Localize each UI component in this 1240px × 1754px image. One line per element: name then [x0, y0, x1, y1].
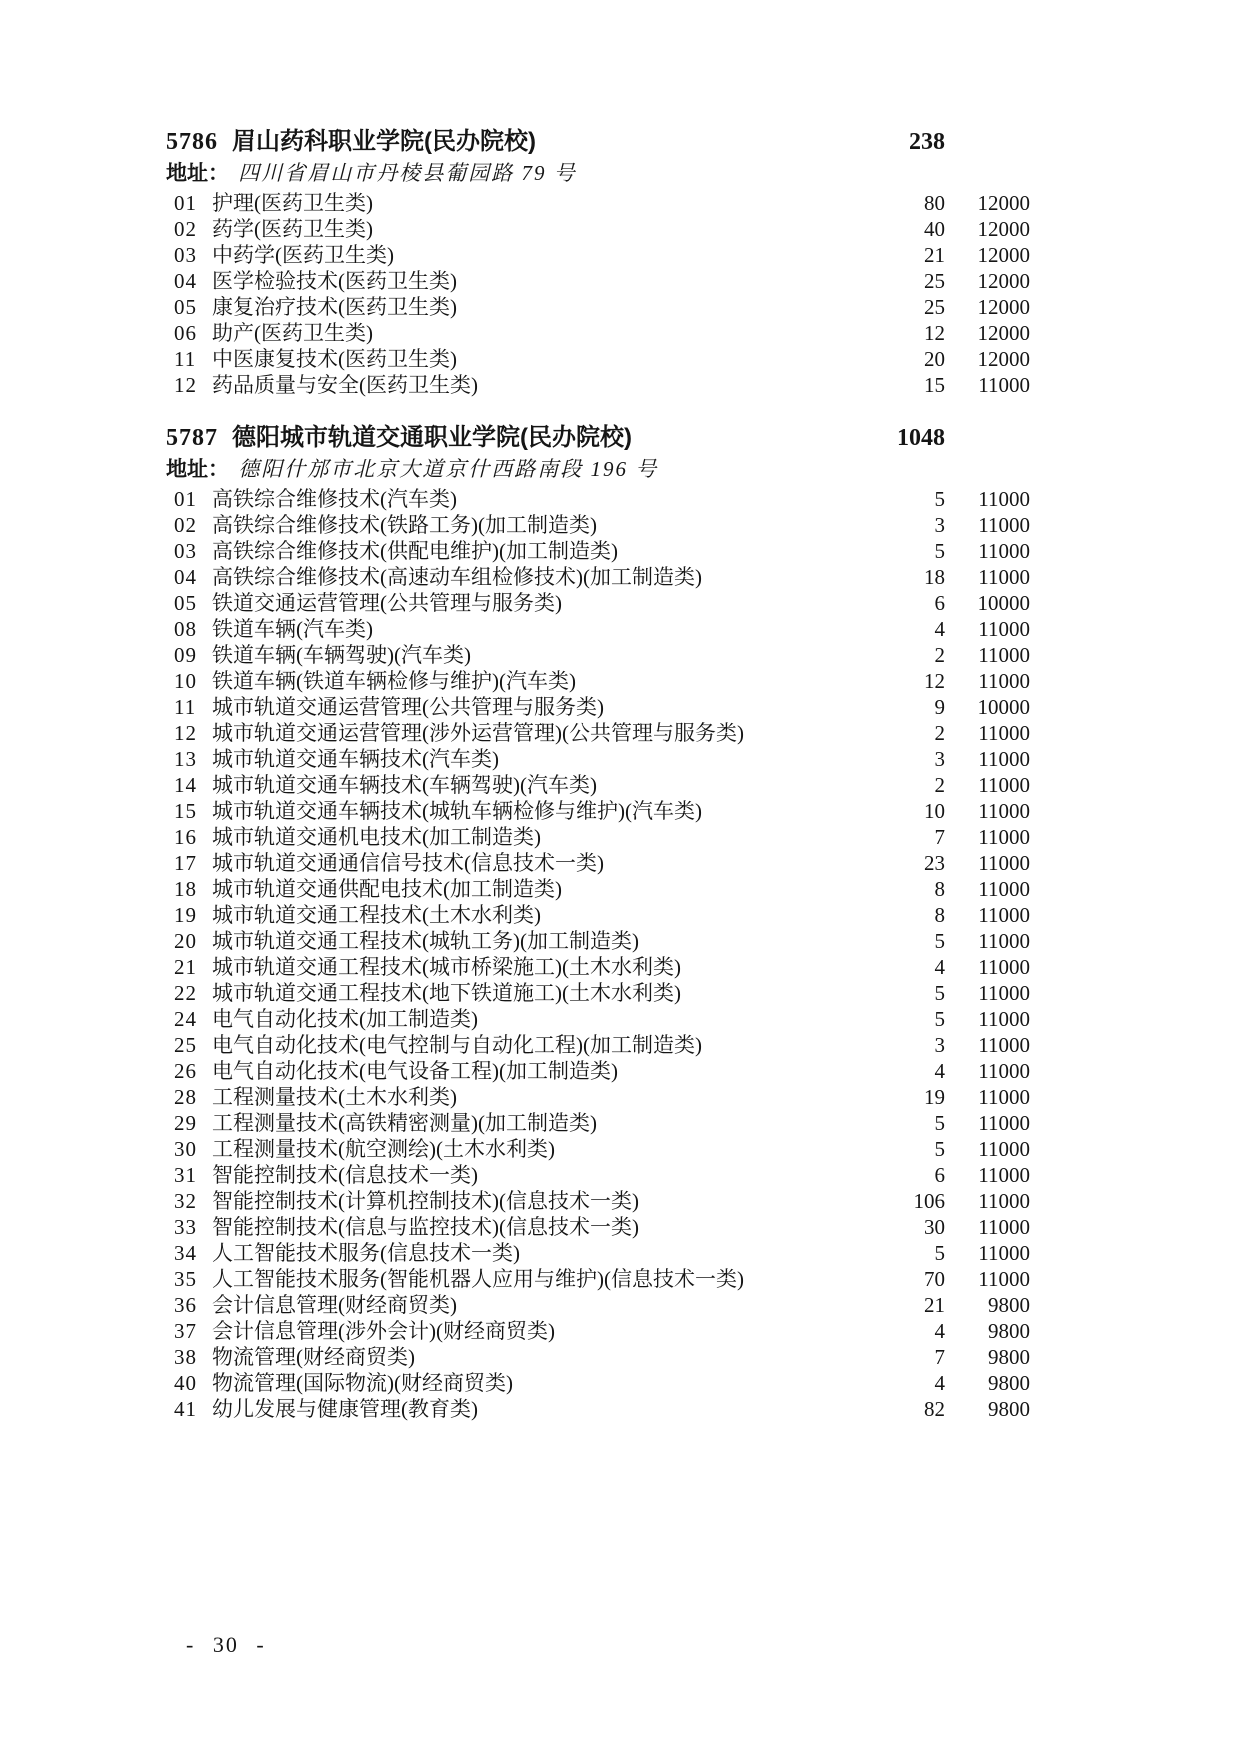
major-code: 05	[174, 295, 197, 319]
major-plan-count: 23	[924, 851, 945, 875]
major-row	[166, 1292, 1030, 1318]
major-tuition-fee: 9800	[988, 1371, 1030, 1395]
major-plan-count: 19	[924, 1085, 945, 1109]
major-code: 08	[174, 617, 197, 641]
major-tuition-fee: 11000	[978, 1085, 1030, 1109]
major-tuition-fee: 11000	[978, 1267, 1030, 1291]
major-tuition-fee: 11000	[978, 929, 1030, 953]
major-tuition-fee: 11000	[978, 487, 1030, 511]
major-plan-count: 7	[934, 1345, 945, 1369]
major-tuition-fee: 11000	[978, 747, 1030, 771]
major-name: 高铁综合维修技术(汽车类)	[212, 487, 457, 511]
major-code: 03	[174, 539, 197, 563]
major-name: 城市轨道交通运营管理(涉外运营管理)(公共管理与服务类)	[212, 721, 744, 745]
major-row	[166, 1370, 1030, 1396]
major-tuition-fee: 11000	[978, 799, 1030, 823]
major-code: 05	[174, 591, 197, 615]
college-section	[166, 126, 1030, 398]
major-plan-count: 2	[934, 773, 945, 797]
major-name: 康复治疗技术(医药卫生类)	[212, 295, 457, 319]
major-row	[166, 954, 1030, 980]
major-tuition-fee: 11000	[978, 539, 1030, 563]
major-plan-count: 30	[924, 1215, 945, 1239]
college-name: 德阳城市轨道交通职业学院(民办院校)	[232, 424, 632, 451]
major-tuition-fee: 12000	[977, 217, 1030, 241]
major-tuition-fee: 11000	[978, 565, 1030, 589]
major-row	[166, 512, 1030, 538]
major-code: 11	[174, 347, 197, 371]
major-code: 17	[174, 851, 197, 875]
major-plan-count: 5	[934, 1111, 945, 1135]
major-plan-count: 12	[924, 669, 945, 693]
major-tuition-fee: 12000	[977, 191, 1030, 215]
major-code: 36	[174, 1293, 197, 1317]
major-code: 28	[174, 1085, 197, 1109]
major-name: 铁道车辆(车辆驾驶)(汽车类)	[212, 643, 471, 667]
major-code: 01	[174, 487, 197, 511]
major-tuition-fee: 12000	[977, 295, 1030, 319]
major-row	[166, 616, 1030, 642]
major-code: 21	[174, 955, 197, 979]
major-tuition-fee: 12000	[977, 321, 1030, 345]
major-row	[166, 320, 1030, 346]
major-code: 19	[174, 903, 197, 927]
major-name: 工程测量技术(高铁精密测量)(加工制造类)	[212, 1111, 597, 1135]
major-plan-count: 20	[924, 347, 945, 371]
major-row	[166, 268, 1030, 294]
major-row	[166, 1344, 1030, 1370]
major-tuition-fee: 11000	[978, 1215, 1030, 1239]
major-row	[166, 1266, 1030, 1292]
major-plan-count: 3	[934, 1033, 945, 1057]
major-name: 人工智能技术服务(智能机器人应用与维护)(信息技术一类)	[212, 1267, 744, 1291]
major-code: 02	[174, 217, 197, 241]
major-code: 14	[174, 773, 197, 797]
major-name: 医学检验技术(医药卫生类)	[212, 269, 457, 293]
major-name: 物流管理(财经商贸类)	[212, 1345, 415, 1369]
major-plan-count: 3	[934, 747, 945, 771]
major-name: 城市轨道交通工程技术(城市桥梁施工)(土木水利类)	[212, 955, 681, 979]
major-tuition-fee: 11000	[978, 1111, 1030, 1135]
major-code: 32	[174, 1189, 197, 1213]
major-plan-count: 9	[934, 695, 945, 719]
major-row	[166, 216, 1030, 242]
major-code: 10	[174, 669, 197, 693]
college-section	[166, 422, 1030, 1422]
major-name: 物流管理(国际物流)(财经商贸类)	[212, 1371, 513, 1395]
major-plan-count: 80	[924, 191, 945, 215]
major-name: 城市轨道交通机电技术(加工制造类)	[212, 825, 541, 849]
major-tuition-fee: 11000	[978, 643, 1030, 667]
major-row	[166, 642, 1030, 668]
major-plan-count: 6	[934, 1163, 945, 1187]
major-tuition-fee: 11000	[978, 851, 1030, 875]
college-name: 眉山药科职业学院(民办院校)	[232, 128, 536, 155]
major-code: 12	[174, 721, 197, 745]
major-code: 16	[174, 825, 197, 849]
major-name: 城市轨道交通供配电技术(加工制造类)	[212, 877, 562, 901]
major-tuition-fee: 11000	[978, 1033, 1030, 1057]
major-plan-count: 82	[924, 1397, 945, 1421]
major-name: 会计信息管理(财经商贸类)	[212, 1293, 457, 1317]
major-plan-count: 8	[934, 903, 945, 927]
major-name: 铁道车辆(汽车类)	[212, 617, 373, 641]
major-row	[166, 902, 1030, 928]
major-name: 中药学(医药卫生类)	[212, 243, 394, 267]
major-plan-count: 5	[934, 539, 945, 563]
major-list	[166, 486, 1030, 1422]
major-tuition-fee: 11000	[978, 669, 1030, 693]
major-code: 03	[174, 243, 197, 267]
major-plan-count: 4	[934, 955, 945, 979]
major-row	[166, 746, 1030, 772]
major-tuition-fee: 11000	[978, 773, 1030, 797]
major-name: 城市轨道交通车辆技术(车辆驾驶)(汽车类)	[212, 773, 597, 797]
major-row	[166, 1058, 1030, 1084]
major-plan-count: 4	[934, 1319, 945, 1343]
major-name: 电气自动化技术(电气设备工程)(加工制造类)	[212, 1059, 618, 1083]
major-row	[166, 346, 1030, 372]
major-code: 26	[174, 1059, 197, 1083]
major-plan-count: 8	[934, 877, 945, 901]
major-name: 智能控制技术(信息技术一类)	[212, 1163, 478, 1187]
address-value: 德阳什邡市北京大道京什西路南段 196 号	[238, 457, 659, 481]
major-name: 城市轨道交通工程技术(土木水利类)	[212, 903, 541, 927]
major-name: 药学(医药卫生类)	[212, 217, 373, 241]
major-code: 25	[174, 1033, 197, 1057]
major-code: 22	[174, 981, 197, 1005]
major-name: 助产(医药卫生类)	[212, 321, 373, 345]
major-row	[166, 486, 1030, 512]
major-tuition-fee: 11000	[978, 877, 1030, 901]
major-row	[166, 372, 1030, 398]
address-value: 四川省眉山市丹棱县葡园路 79 号	[238, 161, 577, 185]
major-plan-count: 5	[934, 1137, 945, 1161]
major-code: 35	[174, 1267, 197, 1291]
major-row	[166, 1396, 1030, 1422]
major-tuition-fee: 11000	[978, 955, 1030, 979]
major-code: 15	[174, 799, 197, 823]
major-code: 29	[174, 1111, 197, 1135]
major-plan-count: 5	[934, 981, 945, 1005]
college-total-plan: 238	[909, 129, 945, 155]
major-name: 高铁综合维修技术(供配电维护)(加工制造类)	[212, 539, 618, 563]
major-tuition-fee: 9800	[988, 1345, 1030, 1369]
major-row	[166, 876, 1030, 902]
address-label: 地址：	[166, 162, 229, 185]
major-tuition-fee: 11000	[978, 981, 1030, 1005]
college-total-plan: 1048	[897, 425, 945, 451]
major-tuition-fee: 10000	[977, 591, 1030, 615]
major-row	[166, 538, 1030, 564]
major-name: 工程测量技术(土木水利类)	[212, 1085, 457, 1109]
admission-plan-list	[166, 126, 1030, 1422]
major-plan-count: 4	[934, 1371, 945, 1395]
major-name: 铁道车辆(铁道车辆检修与维护)(汽车类)	[212, 669, 576, 693]
major-name: 城市轨道交通车辆技术(汽车类)	[212, 747, 499, 771]
major-name: 城市轨道交通通信信号技术(信息技术一类)	[212, 851, 604, 875]
major-code: 34	[174, 1241, 197, 1265]
major-tuition-fee: 12000	[977, 269, 1030, 293]
major-row	[166, 1006, 1030, 1032]
major-name: 城市轨道交通工程技术(城轨工务)(加工制造类)	[212, 929, 639, 953]
major-plan-count: 25	[924, 269, 945, 293]
major-code: 33	[174, 1215, 197, 1239]
major-tuition-fee: 11000	[978, 617, 1030, 641]
major-tuition-fee: 9800	[988, 1397, 1030, 1421]
major-name: 高铁综合维修技术(高速动车组检修技术)(加工制造类)	[212, 565, 702, 589]
college-address	[166, 454, 1030, 484]
major-name: 城市轨道交通工程技术(地下铁道施工)(土木水利类)	[212, 981, 681, 1005]
major-row	[166, 668, 1030, 694]
major-plan-count: 70	[924, 1267, 945, 1291]
major-plan-count: 40	[924, 217, 945, 241]
major-row	[166, 1136, 1030, 1162]
major-plan-count: 4	[934, 617, 945, 641]
major-row	[166, 1188, 1030, 1214]
major-plan-count: 21	[924, 243, 945, 267]
major-code: 13	[174, 747, 197, 771]
major-plan-count: 106	[913, 1189, 945, 1213]
major-code: 06	[174, 321, 197, 345]
major-name: 高铁综合维修技术(铁路工务)(加工制造类)	[212, 513, 597, 537]
major-row	[166, 850, 1030, 876]
major-name: 城市轨道交通运营管理(公共管理与服务类)	[212, 695, 604, 719]
major-code: 20	[174, 929, 197, 953]
major-tuition-fee: 9800	[988, 1293, 1030, 1317]
college-address	[166, 158, 1030, 188]
major-code: 04	[174, 565, 197, 589]
major-row	[166, 1318, 1030, 1344]
major-code: 18	[174, 877, 197, 901]
major-name: 铁道交通运营管理(公共管理与服务类)	[212, 591, 562, 615]
major-plan-count: 3	[934, 513, 945, 537]
major-tuition-fee: 11000	[978, 825, 1030, 849]
major-code: 37	[174, 1319, 197, 1343]
major-code: 12	[174, 373, 197, 397]
major-tuition-fee: 11000	[978, 513, 1030, 537]
major-tuition-fee: 10000	[977, 695, 1030, 719]
major-row	[166, 1110, 1030, 1136]
major-code: 11	[174, 695, 197, 719]
major-plan-count: 5	[934, 929, 945, 953]
major-code: 24	[174, 1007, 197, 1031]
major-tuition-fee: 11000	[978, 1059, 1030, 1083]
major-plan-count: 5	[934, 487, 945, 511]
major-name: 中医康复技术(医药卫生类)	[212, 347, 457, 371]
major-plan-count: 7	[934, 825, 945, 849]
major-row	[166, 242, 1030, 268]
major-code: 02	[174, 513, 197, 537]
major-list	[166, 190, 1030, 398]
major-plan-count: 2	[934, 721, 945, 745]
major-plan-count: 18	[924, 565, 945, 589]
major-row	[166, 590, 1030, 616]
major-name: 会计信息管理(涉外会计)(财经商贸类)	[212, 1319, 555, 1343]
major-row	[166, 1214, 1030, 1240]
major-code: 09	[174, 643, 197, 667]
major-row	[166, 928, 1030, 954]
major-row	[166, 1240, 1030, 1266]
major-code: 30	[174, 1137, 197, 1161]
major-tuition-fee: 12000	[977, 347, 1030, 371]
major-row	[166, 1084, 1030, 1110]
major-code: 01	[174, 191, 197, 215]
major-code: 40	[174, 1371, 197, 1395]
address-label: 地址：	[166, 458, 229, 481]
major-plan-count: 10	[924, 799, 945, 823]
major-code: 31	[174, 1163, 197, 1187]
major-tuition-fee: 11000	[978, 1189, 1030, 1213]
major-plan-count: 12	[924, 321, 945, 345]
major-tuition-fee: 11000	[978, 1007, 1030, 1031]
major-code: 04	[174, 269, 197, 293]
major-tuition-fee: 9800	[988, 1319, 1030, 1343]
major-plan-count: 4	[934, 1059, 945, 1083]
major-plan-count: 2	[934, 643, 945, 667]
major-row	[166, 772, 1030, 798]
major-tuition-fee: 11000	[978, 1137, 1030, 1161]
major-name: 电气自动化技术(电气控制与自动化工程)(加工制造类)	[212, 1033, 702, 1057]
major-plan-count: 21	[924, 1293, 945, 1317]
major-tuition-fee: 11000	[978, 1163, 1030, 1187]
major-name: 护理(医药卫生类)	[212, 191, 373, 215]
college-code: 5787	[166, 425, 218, 451]
major-row	[166, 694, 1030, 720]
major-row	[166, 980, 1030, 1006]
major-row	[166, 798, 1030, 824]
major-tuition-fee: 12000	[977, 243, 1030, 267]
major-row	[166, 564, 1030, 590]
major-row	[166, 1032, 1030, 1058]
major-name: 智能控制技术(信息与监控技术)(信息技术一类)	[212, 1215, 639, 1239]
major-name: 幼儿发展与健康管理(教育类)	[212, 1397, 478, 1421]
major-tuition-fee: 11000	[978, 1241, 1030, 1265]
major-row	[166, 190, 1030, 216]
major-plan-count: 15	[924, 373, 945, 397]
major-row	[166, 1162, 1030, 1188]
major-row	[166, 294, 1030, 320]
major-name: 工程测量技术(航空测绘)(土木水利类)	[212, 1137, 555, 1161]
college-header	[166, 126, 1030, 158]
major-name: 电气自动化技术(加工制造类)	[212, 1007, 478, 1031]
major-row	[166, 824, 1030, 850]
major-plan-count: 5	[934, 1007, 945, 1031]
major-name: 人工智能技术服务(信息技术一类)	[212, 1241, 520, 1265]
major-tuition-fee: 11000	[978, 903, 1030, 927]
major-tuition-fee: 11000	[978, 721, 1030, 745]
major-tuition-fee: 11000	[978, 373, 1030, 397]
major-plan-count: 6	[934, 591, 945, 615]
major-plan-count: 25	[924, 295, 945, 319]
major-name: 城市轨道交通车辆技术(城轨车辆检修与维护)(汽车类)	[212, 799, 702, 823]
page-number: - 30 -	[186, 1632, 266, 1657]
college-code: 5786	[166, 129, 218, 155]
major-code: 41	[174, 1397, 197, 1421]
major-name: 智能控制技术(计算机控制技术)(信息技术一类)	[212, 1189, 639, 1213]
major-code: 38	[174, 1345, 197, 1369]
major-plan-count: 5	[934, 1241, 945, 1265]
major-name: 药品质量与安全(医药卫生类)	[212, 373, 478, 397]
major-row	[166, 720, 1030, 746]
college-header	[166, 422, 1030, 454]
